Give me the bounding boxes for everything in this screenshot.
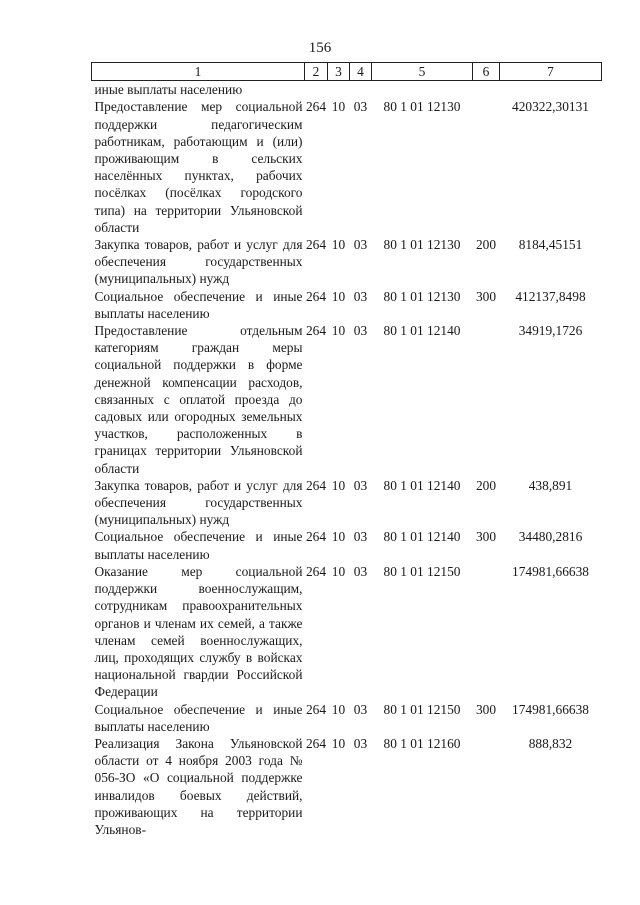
row-name: Закупка товаров, работ и услуг для обеспечения государственных (муниципальных) нужд	[94, 237, 303, 287]
ministry-code: 264	[305, 99, 327, 115]
table-row	[92, 288, 602, 322]
subsection-code: 03	[353, 237, 368, 253]
section-code: 10	[331, 529, 346, 545]
ministry-code: 264	[305, 563, 327, 579]
target-article-code: 80 1 01 12140	[383, 529, 461, 545]
amount: 34480,2816	[518, 529, 583, 545]
row-name: Реализация Закона Ульяновской области от 4 ноября 2003 года № 056-ЗО «О социальной поддержке инвалидов боевых действий, проживающих на территории Ульянов-	[94, 735, 303, 837]
header-cell: 4	[350, 63, 372, 81]
expense-type-code	[473, 563, 500, 701]
header-cell: 3	[328, 63, 350, 81]
subsection-code: 03	[353, 288, 368, 304]
expense-type-code: 300	[475, 529, 497, 545]
section-code: 10	[331, 288, 346, 304]
amount: 420322,30131	[512, 99, 589, 115]
subsection-code: 03	[353, 563, 368, 579]
row-name: Социальное обеспечение и иные выплаты населению	[94, 288, 303, 321]
row-name: Оказание мер социальной поддержки военнослужащим, сотрудникам правоохранительных органов и членам их семей, а также членам семей военнослужащих, лиц, проходящих службу в войсках национальной гвардии Российской Федерации	[94, 563, 303, 700]
header-row	[92, 63, 602, 81]
subsection-code: 03	[353, 323, 368, 339]
amount: 888,832	[528, 735, 573, 751]
amount: 438,891	[528, 477, 573, 493]
amount: 412137,8498	[515, 288, 586, 304]
header-cell: 6	[473, 63, 500, 81]
table-row	[92, 701, 602, 735]
section-code: 10	[331, 735, 346, 751]
ministry-code: 264	[305, 477, 327, 493]
subsection-code: 03	[353, 701, 368, 717]
target-article-code: 80 1 01 12140	[383, 477, 461, 493]
row-name: иные выплаты населению	[94, 82, 243, 98]
expense-type-code	[473, 322, 500, 477]
subsection-code: 03	[353, 735, 368, 751]
subsection-code: 03	[353, 477, 368, 493]
expense-type-code	[473, 735, 500, 838]
section-code: 10	[331, 99, 346, 115]
row-name: Предоставление отдельным категориям граждан меры социальной поддержки в форме денежной компенсации расходов, связанных с оплатой проезда до садовых или огородных земельных участков, расположенных в границах территории Ульяновской области	[94, 323, 303, 476]
target-article-code: 80 1 01 12130	[383, 99, 461, 115]
expense-type-code: 200	[475, 237, 497, 253]
ministry-code: 264	[305, 237, 327, 253]
row-name: Социальное обеспечение и иные выплаты населению	[94, 701, 303, 734]
header-cell: 5	[372, 63, 473, 81]
ministry-code: 264	[305, 735, 327, 751]
amount: 174981,66638	[512, 701, 589, 717]
expense-type-code: 300	[475, 701, 497, 717]
amount: 8184,45151	[518, 237, 583, 253]
subsection-code: 03	[353, 99, 368, 115]
ministry-code: 264	[305, 529, 327, 545]
table-row	[92, 735, 602, 838]
target-article-code: 80 1 01 12140	[383, 323, 461, 339]
expense-type-code: 300	[475, 288, 497, 304]
budget-table	[91, 62, 602, 838]
table-row	[92, 236, 602, 288]
table-row	[92, 98, 602, 236]
amount: 174981,66638	[512, 563, 589, 579]
ministry-code: 264	[305, 288, 327, 304]
header-cell: 7	[500, 63, 602, 81]
section-code: 10	[331, 563, 346, 579]
section-code: 10	[331, 701, 346, 717]
amount: 34919,1726	[518, 323, 583, 339]
header-cell: 1	[92, 63, 305, 81]
target-article-code: 80 1 01 12130	[383, 288, 461, 304]
row-name: Социальное обеспечение и иные выплаты населению	[94, 529, 303, 562]
section-code: 10	[331, 323, 346, 339]
table-row	[92, 322, 602, 477]
target-article-code: 80 1 01 12160	[383, 735, 461, 751]
section-code: 10	[331, 237, 346, 253]
table-row	[92, 477, 602, 529]
expense-type-code: 200	[475, 477, 497, 493]
subsection-code: 03	[353, 529, 368, 545]
table-row	[92, 563, 602, 701]
target-article-code: 80 1 01 12130	[383, 237, 461, 253]
section-code: 10	[331, 477, 346, 493]
header-cell: 2	[305, 63, 328, 81]
ministry-code: 264	[305, 323, 327, 339]
target-article-code: 80 1 01 12150	[383, 563, 461, 579]
table-row	[92, 528, 602, 562]
row-name: Закупка товаров, работ и услуг для обеспечения государственных (муниципальных) нужд	[94, 477, 303, 528]
table-row	[92, 81, 602, 99]
target-article-code: 80 1 01 12150	[383, 701, 461, 717]
ministry-code: 264	[305, 701, 327, 717]
row-name: Предоставление мер социальной поддержки педагогическим работникам, работающим и (или) проживающим в сельских населённых пунктах, рабочих посёлках (посёлках городского типа) на территории Ульяновской области	[94, 99, 303, 235]
expense-type-code	[473, 98, 500, 236]
page-number: 156	[308, 40, 332, 56]
